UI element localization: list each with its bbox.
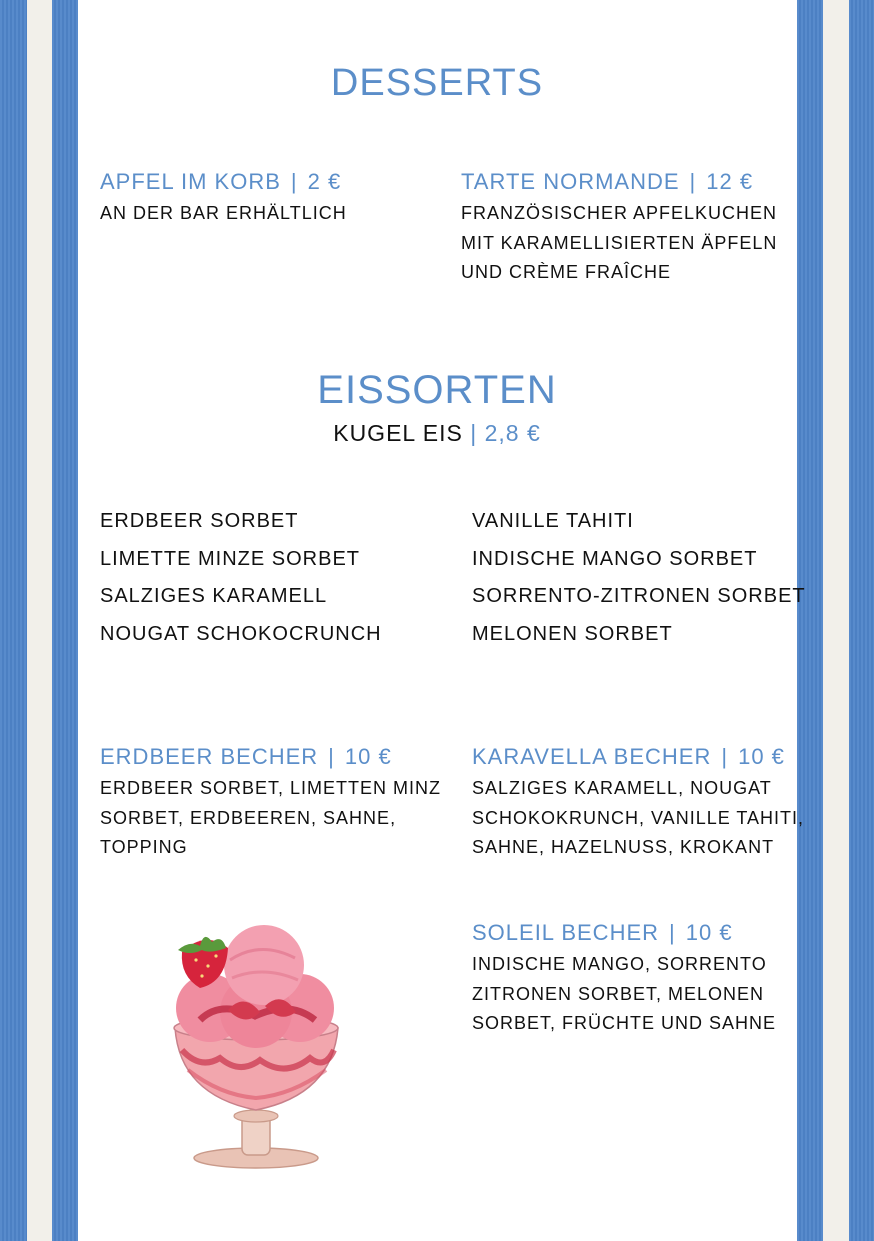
menu-item-tarte-normande: [461, 167, 777, 288]
description-line: MIT KARAMELLISIERTEN ÄPFELN: [461, 232, 778, 253]
menu-item-header: [461, 167, 777, 197]
flavor-list-left: [100, 503, 382, 653]
menu-item-price: 2 €: [307, 169, 342, 194]
flavor-list-right: [472, 503, 806, 653]
description-line: SAHNE, HAZELNUSS, KROKANT: [472, 837, 775, 857]
description-line: SALZIGES KARAMELL, NOUGAT: [472, 778, 772, 798]
flavor-item: ERDBEER SORBET: [100, 510, 299, 532]
description-line: TOPPING: [100, 837, 188, 857]
flavor-item: INDISCHE MANGO SORBET: [472, 547, 758, 570]
menu-item-name: TARTE NORMANDE: [461, 169, 680, 194]
menu-item-header: [100, 742, 441, 772]
left-cream-stripe: [27, 0, 52, 1241]
price-separator: |: [290, 169, 298, 194]
menu-item-description: [461, 199, 777, 288]
strawberry-sundae-icon: [160, 920, 350, 1175]
description-line: SCHOKOKRUNCH, VANILLE TAHITI,: [472, 807, 805, 828]
menu-item-description: [472, 950, 776, 1039]
flavor-item: SALZIGES KARAMELL: [100, 585, 328, 607]
description-line: SORBET, FRÜCHTE UND SAHNE: [472, 1013, 777, 1033]
menu-item-description: [472, 774, 804, 863]
menu-item-name: SOLEIL BECHER: [472, 920, 660, 945]
price-separator: |: [721, 744, 729, 769]
menu-item-price: 10 €: [344, 744, 392, 769]
kugel-eis-price: 2,8 €: [484, 420, 541, 446]
menu-item-apfel-im-korb: [100, 167, 347, 229]
right-outer-stripe: [849, 0, 874, 1241]
left-outer-stripe: [0, 0, 27, 1241]
menu-item-name: KARAVELLA BECHER: [472, 744, 712, 769]
flavor-item: SORRENTO-ZITRONEN SORBET: [472, 585, 806, 607]
menu-item-header: [472, 918, 776, 948]
menu-item-description: [100, 199, 347, 229]
flavor-item: LIMETTE MINZE SORBET: [100, 547, 361, 570]
price-separator: |: [328, 744, 335, 769]
menu-item-price: 10 €: [738, 744, 785, 769]
menu-item-header: [472, 742, 804, 772]
price-separator: |: [669, 920, 676, 945]
left-inner-stripe: [52, 0, 78, 1241]
description-line: AN DER BAR ERHÄLTLICH: [100, 203, 347, 223]
right-cream-stripe: [823, 0, 849, 1241]
menu-item-price: 12 €: [706, 169, 754, 194]
description-line: ERDBEER SORBET, LIMETTEN MINZ: [100, 778, 442, 798]
flavor-item: NOUGAT SCHOKOCRUNCH: [100, 622, 382, 645]
description-line: SORBET, ERDBEEREN, SAHNE,: [100, 807, 397, 828]
eissorten-title: EISSORTEN: [317, 368, 557, 412]
flavor-item: VANILLE TAHITI: [472, 510, 634, 532]
flavor-item: MELONEN SORBET: [472, 622, 673, 645]
menu-item-karavella-becher: [472, 742, 804, 863]
desserts-title: DESSERTS: [330, 62, 544, 104]
price-separator: |: [689, 169, 697, 194]
menu-item-description: [100, 774, 441, 863]
price-separator: |: [470, 420, 478, 446]
kugel-eis-label: KUGEL EIS: [333, 420, 463, 446]
menu-item-erdbeer-becher: [100, 742, 441, 863]
menu-item-soleil-becher: [472, 918, 776, 1039]
menu-item-name: ERDBEER BECHER: [100, 744, 319, 769]
eissorten-subtitle: [0, 420, 874, 447]
menu-item-price: 10 €: [685, 920, 733, 945]
description-line: UND CRÈME FRAÎCHE: [461, 262, 672, 282]
description-line: FRANZÖSISCHER APFELKUCHEN: [461, 203, 778, 223]
menu-item-header: [100, 167, 347, 197]
menu-item-name: APFEL IM KORB: [100, 169, 281, 194]
description-line: ZITRONEN SORBET, MELONEN: [472, 983, 765, 1004]
description-line: INDISCHE MANGO, SORRENTO: [472, 954, 767, 974]
